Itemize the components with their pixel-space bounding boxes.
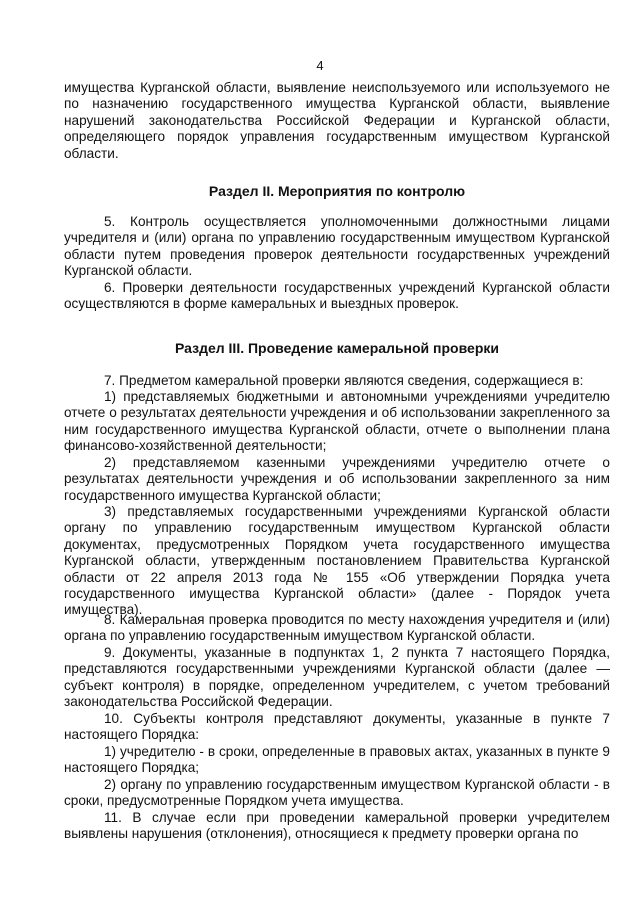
paragraph-5: 5. Контроль осуществляется уполномоченными должностными лицами учредителя и (или) органа по управлению государственным имуществом Курганской области путем проведения проверок деятельности государственных учреждений Курганской области. bbox=[64, 214, 610, 279]
paragraph-10: 10. Субъекты контроля представляют документы, указанные в пункте 7 настоящего Порядка: bbox=[64, 711, 610, 743]
paragraph-10-2: 2) органу по управлению государственным имуществом Курганской области - в сроки, предусмотренные Порядком учета имущества. bbox=[64, 777, 610, 809]
section-3-title: Раздел III. Проведение камеральной проверки bbox=[175, 340, 499, 356]
paragraph-7-3: 3) представляемых государственными учреждениями Курганской области органу по управлению государственным имуществом Курганской области документах, предусмотренных Порядком учета государственного имущества Курганской области, утвержденным постановлением Правительства Курганской области от 22 апреля 2013 года № 155 «Об утверждении Порядка учета государственного имущества Курганской области» (далее - Порядок учета имущества). bbox=[64, 504, 610, 618]
paragraph-9: 9. Документы, указанные в подпунктах 1, 2 пункта 7 настоящего Порядка, представляются государственными учреждениями Курганской области (далее — субъект контроля) в порядке, определенном учредителем, с учетом требований законодательства Российской Федерации. bbox=[64, 645, 610, 710]
paragraph-10-1: 1) учредителю - в сроки, определенные в правовых актах, указанных в пункте 9 настоящего Порядка; bbox=[64, 744, 610, 776]
intro-paragraph: имущества Курганской области, выявление неиспользуемого или используемого не по назначению государственного имущества Курганской области, выявление нарушений законодательства Российской Федерации и Курганской области, определяющего порядок управления государственным имуществом Курганской области. bbox=[64, 80, 610, 161]
paragraph-8: 8. Камеральная проверка проводится по месту нахождения учредителя и (или) органа по управлению государственным имуществом Курганской области. bbox=[64, 612, 610, 644]
paragraph-7-2: 2) представляемом казенными учреждениями учредителю отчете о результатах деятельности учреждения и об использовании закрепленного за ним государственного имущества Курганской области; bbox=[64, 455, 610, 503]
paragraph-6: 6. Проверки деятельности государственных учреждений Курганской области осуществляются в форме камеральных и выездных проверок. bbox=[64, 280, 610, 312]
page-number: 4 bbox=[316, 58, 324, 73]
section-2-title: Раздел II. Мероприятия по контролю bbox=[208, 183, 466, 199]
paragraph-7-1: 1) представляемых бюджетными и автономными учреждениями учредителю отчете о результатах деятельности учреждения и об использовании закрепленного за ним государственного имущества Курганской области, отчете о выполнении плана финансово-хозяйственной деятельности; bbox=[64, 389, 610, 454]
paragraph-11: 11. В случае если при проведении камеральной проверки учредителем выявлены нарушения (отклонения), относящиеся к предмету проверки органа по bbox=[64, 810, 610, 842]
paragraph-7: 7. Предметом камеральной проверки являются сведения, содержащиеся в: bbox=[104, 373, 584, 388]
